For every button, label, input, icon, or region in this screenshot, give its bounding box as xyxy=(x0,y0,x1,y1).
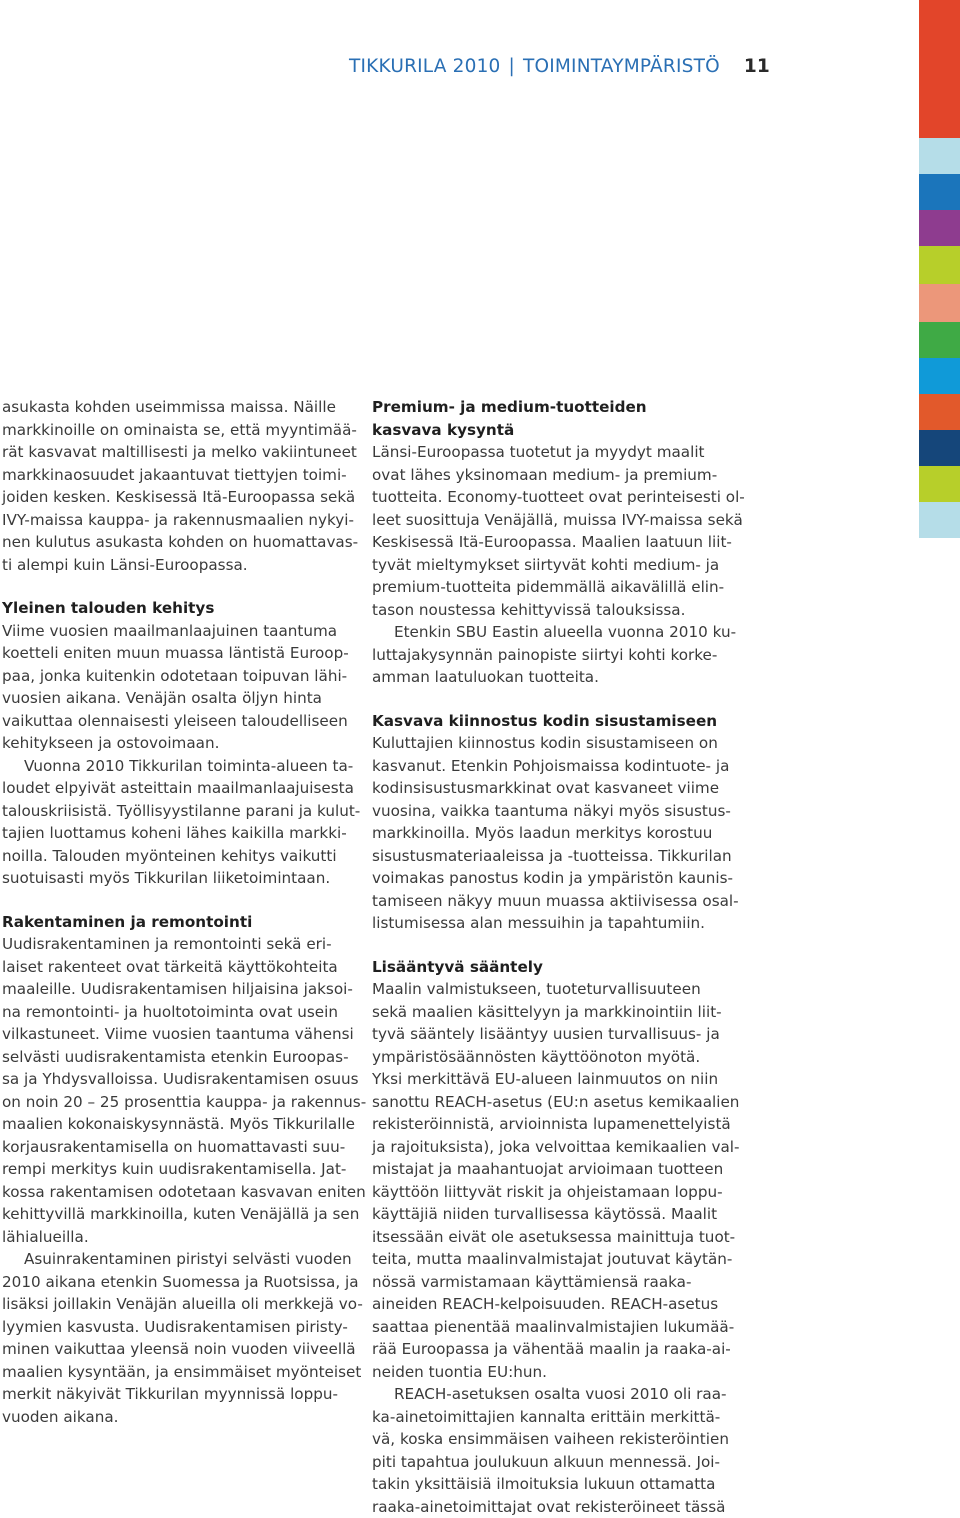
text-line: rekisteröinnistä, arvioinnista lupamenettelyistä xyxy=(372,1115,731,1133)
text-line: lyymien kasvusta. Uudisrakentamisen piristy- xyxy=(2,1317,348,1336)
text-line: ja rajoituksista), joka velvoittaa kemikaalien val- xyxy=(372,1137,740,1156)
color-stripe xyxy=(919,210,960,246)
text-line: Keskisessä Itä-Euroopassa. Maalien laatuun liit- xyxy=(372,533,732,551)
text-line: Kuluttajien kiinnostus kodin sisustamiseen on xyxy=(372,734,718,752)
text-line: korjausrakentamisella on huomattavasti suu- xyxy=(2,1137,346,1156)
economy-paragraph-2 xyxy=(2,755,361,890)
text-line: tajien luottamus koheni lähes kaikilla markki- xyxy=(2,824,347,842)
text-line: on noin 20 – 25 prosenttia kauppa- ja rakennus- xyxy=(2,1092,367,1111)
text-line: vilkastuneet. Viime vuosien taantuma vähensi xyxy=(2,1025,354,1043)
text-line: noilla. Talouden myönteinen kehitys vaikutti xyxy=(2,846,337,865)
section-heading-economy: Yleinen talouden kehitys xyxy=(2,599,215,617)
color-stripe xyxy=(919,174,960,210)
text-line: aineiden REACH-kelpoisuuden. REACH-asetus xyxy=(372,1295,719,1313)
text-line: vaikuttaa olennaisesti yleiseen taloudelliseen xyxy=(2,711,348,730)
text-line: loudet elpyivät asteittain maailmanlaajuisesta xyxy=(2,779,354,797)
text-line: takin yksittäisiä ilmoituksia lukuun ottamatta xyxy=(372,1475,716,1493)
section-heading-home-decor: Kasvava kiinnostus kodin sisustamiseen xyxy=(372,711,718,730)
text-line: tyvä sääntely lisääntyy uusien turvallisuus- ja xyxy=(372,1025,720,1043)
text-line: koetteli eniten muun muassa läntistä Euroop- xyxy=(2,644,349,662)
text-line: käyttöön liittyvät riskit ja ohjeistamaan loppu- xyxy=(372,1182,723,1201)
color-stripe xyxy=(919,0,960,36)
section-heading-construction: Rakentaminen ja remontointi xyxy=(2,912,253,931)
spacer xyxy=(372,935,722,956)
text-line: markkinaosuudet jakaantuvat tiettyjen toimi- xyxy=(2,465,347,484)
text-line: REACH-asetuksen osalta vuosi 2010 oli raa- xyxy=(394,1385,727,1403)
text-line: vuosina, vaikka taantuma näkyi myös sisustus- xyxy=(372,801,731,820)
text-line: Etenkin SBU Eastin alueella vuonna 2010 ku- xyxy=(394,623,737,641)
text-line: markkinoille on ominaista se, että myyntimää- xyxy=(2,420,357,439)
section-title: TOIMINTAYMPÄRISTÖ xyxy=(522,56,720,77)
text-line: Maalin valmistukseen, tuoteturvallisuuteen xyxy=(372,980,701,998)
header-separator: | xyxy=(508,56,515,77)
text-line: tason noustessa kehittyvissä talouksissa. xyxy=(372,600,686,619)
text-line: mistajat ja maahantuojat arvioimaan tuotteen xyxy=(372,1160,724,1178)
text-line: kodinsisustusmarkkinat ovat kasvaneet viime xyxy=(372,779,720,797)
text-line: maaleille. Uudisrakentamisen hiljaisina jaksoi- xyxy=(2,980,353,998)
text-line: sekä maalien käsittelyyn ja markkinointiin liit- xyxy=(372,1002,722,1021)
color-stripe xyxy=(919,502,960,538)
text-line: saattaa pienentää maalinvalmistajien lukumää- xyxy=(372,1317,735,1336)
text-line: vuosien aikana. Venäjän osalta öljyn hinta xyxy=(2,689,322,707)
construction-paragraph xyxy=(2,933,367,1248)
text-line: ti alempi kuin Länsi-Euroopassa. xyxy=(2,555,248,574)
color-stripe xyxy=(919,246,960,284)
text-line: sisustusmateriaaleissa ja -tuotteissa. Tikkurilan xyxy=(372,846,732,865)
color-stripe xyxy=(919,322,960,358)
right-column xyxy=(372,396,745,1518)
text-line: rät kasvavat maltillisesti ja melko vakiintuneet xyxy=(2,443,357,461)
text-line: asukasta kohden useimmissa maissa. Näille xyxy=(2,398,336,416)
text-line: maalien kokonaiskysynnästä. Myös Tikkurilalle xyxy=(2,1115,356,1133)
color-stripe xyxy=(919,138,960,174)
text-line: markkinoilla. Myös laadun merkitys korostuu xyxy=(372,824,713,842)
text-line: premium-tuotteita pidemmällä aikavälillä elin- xyxy=(372,578,725,596)
text-line: ka-ainetoimittajien kannalta erittäin merkittä- xyxy=(372,1407,721,1426)
left-column xyxy=(2,396,367,1428)
spacer xyxy=(2,576,347,597)
text-line: na remontointi- ja huoltotoiminta ovat usein xyxy=(2,1002,338,1021)
color-stripe xyxy=(919,104,960,138)
text-line: kossa rakentamisen odotetaan kasvavan eniten xyxy=(2,1182,366,1201)
text-line: vuoden aikana. xyxy=(2,1407,119,1426)
page-number: 11 xyxy=(743,56,770,77)
text-line: kasvanut. Etenkin Pohjoismaissa kodintuote- ja xyxy=(372,756,730,775)
color-stripe xyxy=(919,72,960,104)
text-line: sanottu REACH-asetus (EU:n asetus kemikaalien xyxy=(372,1092,740,1111)
text-line: talouskriisistä. Työllisyystilanne parani ja kulut- xyxy=(2,801,361,820)
section-heading-premium-line1: Premium- ja medium-tuotteiden xyxy=(372,398,647,416)
color-stripe xyxy=(919,430,960,466)
text-line: teita, mutta maalinvalmistajat joutuvat käytän- xyxy=(372,1250,733,1268)
text-line: paa, jonka kuitenkin odotetaan toipuvan lähi- xyxy=(2,666,348,685)
color-stripe xyxy=(919,466,960,502)
premium-paragraph-2 xyxy=(372,621,737,689)
text-line: suotuisasti myös Tikkurilan liiketoimintaan. xyxy=(2,869,331,887)
text-line: Länsi-Euroopassa tuotetut ja myydyt maalit xyxy=(372,443,705,461)
text-line: vä, koska ensimmäisen vaiheen rekisteröintien xyxy=(372,1430,729,1448)
text-line: tuotteita. Economy-tuotteet ovat perinteisesti ol- xyxy=(372,488,745,506)
publication-title: TIKKURILA 2010 xyxy=(349,56,501,77)
text-line: nössä varmistamaan käyttämiensä raaka- xyxy=(372,1272,692,1291)
text-line: minen vaikuttaa yleensä noin vuoden viiveellä xyxy=(2,1340,356,1358)
running-header xyxy=(349,56,770,77)
text-line: Asuinrakentaminen piristyi selvästi vuoden xyxy=(24,1250,352,1268)
spacer xyxy=(2,890,347,911)
color-stripe xyxy=(919,358,960,394)
intro-paragraph xyxy=(2,396,359,576)
economy-paragraph xyxy=(2,620,347,755)
section-heading-regulation: Lisääntyvä sääntely xyxy=(372,957,543,976)
text-line: leet suosittuja Venäjällä, muissa IVY-maissa sekä xyxy=(372,510,743,529)
regulation-paragraph xyxy=(372,978,740,1383)
text-line: laiset rakenteet ovat tärkeitä käyttökohteita xyxy=(2,957,338,976)
text-line: piti tapahtua joulukuun alkuun mennessä. Joi- xyxy=(372,1452,720,1471)
text-line: 2010 aikana etenkin Suomessa ja Ruotsissa, ja xyxy=(2,1272,359,1291)
text-line: Uudisrakentaminen ja remontointi sekä eri- xyxy=(2,935,332,953)
text-line: sa ja Yhdysvalloissa. Uudisrakentamisen osuus xyxy=(2,1070,359,1088)
section-heading-premium-line2: kasvava kysyntä xyxy=(372,420,515,439)
text-line: ympäristösäännösten käyttöönoton myötä. xyxy=(372,1047,701,1066)
text-line: ovat lähes yksinomaan medium- ja premium- xyxy=(372,465,718,484)
text-line: Yksi merkittävä EU-alueen lainmuutos on niin xyxy=(372,1070,719,1088)
text-line: voimakas panostus kodin ja ympäristön kaunis- xyxy=(372,869,733,887)
text-line: itsessään eivät ole asetuksessa mainittuja tuot- xyxy=(372,1227,736,1246)
text-line: tamiseen näkyy muun muassa aktiivisessa osal- xyxy=(372,891,739,910)
text-line: kehitykseen ja ostovoimaan. xyxy=(2,734,220,752)
text-line: IVY-maissa kauppa- ja rakennusmaalien nykyi- xyxy=(2,510,354,529)
spacer xyxy=(372,689,722,710)
home-decor-paragraph xyxy=(372,732,739,935)
text-line: lähialueilla. xyxy=(2,1227,89,1246)
color-stripe xyxy=(919,394,960,430)
text-line: Vuonna 2010 Tikkurilan toiminta-alueen ta- xyxy=(24,756,354,775)
text-line: kehittyvillä markkinoilla, kuten Venäjällä ja sen xyxy=(2,1205,360,1223)
text-line: rää Euroopassa ja vähentää maalin ja raaka-ai- xyxy=(372,1340,731,1358)
text-line: tyvät mieltymykset siirtyvät kohti medium- ja xyxy=(372,555,720,574)
regulation-paragraph-2 xyxy=(372,1383,729,1518)
text-line: raaka-ainetoimittajat ovat rekisteröineet tässä xyxy=(372,1497,726,1516)
text-line: käyttäjiä niiden turvallisessa käytössä. Maalit xyxy=(372,1205,718,1223)
text-line: merkit näkyivät Tikkurilan myynnissä loppu- xyxy=(2,1385,338,1403)
text-line: joiden kesken. Keskisessä Itä-Euroopassa sekä xyxy=(2,488,356,506)
color-stripe xyxy=(919,36,960,72)
premium-paragraph xyxy=(372,441,745,621)
text-line: luttajakysynnän painopiste siirtyi kohti korke- xyxy=(372,645,718,664)
color-stripe xyxy=(919,284,960,322)
text-line: listumisessa alan messuihin ja tapahtumiin. xyxy=(372,914,706,932)
text-line: Viime vuosien maailmanlaajuinen taantuma xyxy=(2,621,338,640)
text-line: amman laatuluokan tuotteita. xyxy=(372,668,599,686)
text-line: lisäksi joillakin Venäjän alueilla oli merkkejä vo- xyxy=(2,1295,363,1313)
construction-paragraph-2 xyxy=(2,1248,363,1428)
text-line: neiden tuontia EU:hun. xyxy=(372,1362,547,1381)
text-line: nen kulutus asukasta kohden on huomattavas- xyxy=(2,533,359,551)
text-line: selvästi uudisrakentamista etenkin Euroopas- xyxy=(2,1047,349,1066)
text-line: maalien kysyntään, ja ensimmäiset myönteiset xyxy=(2,1362,362,1381)
text-line: rempi merkitys kuin uudisrakentamisella. Jat- xyxy=(2,1160,347,1178)
